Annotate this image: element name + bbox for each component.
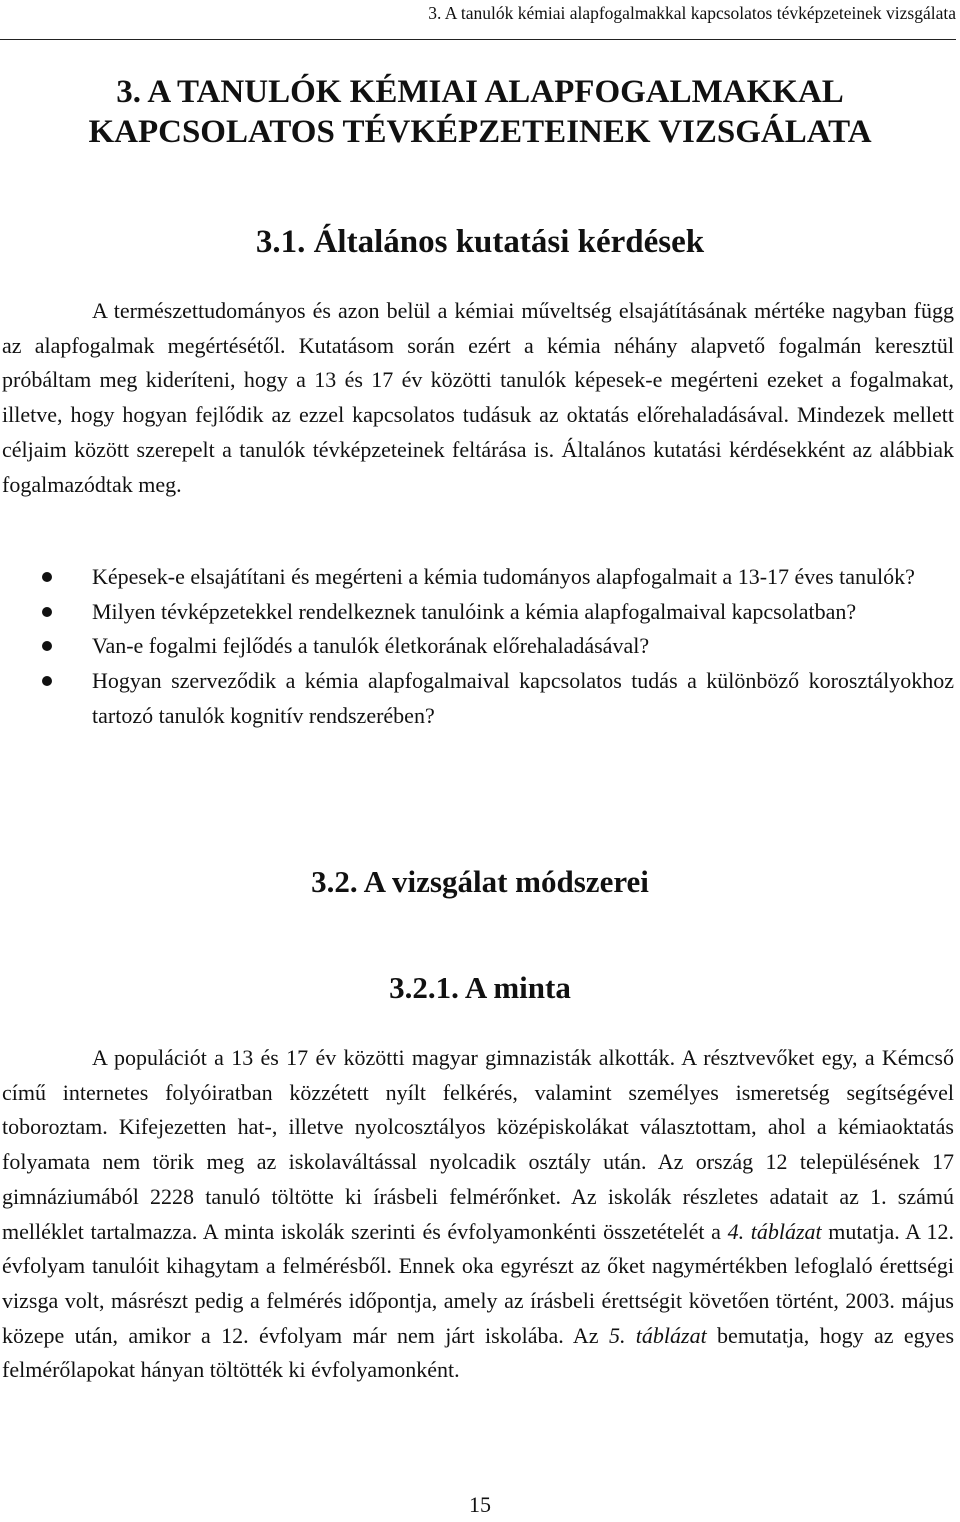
research-question-item	[2, 629, 954, 664]
research-question-text: Milyen tévképzetekkel rendelkeznek tanulóink a kémia alapfogalmaival kapcsolatban?	[92, 598, 857, 624]
bullet-icon	[42, 572, 52, 582]
research-question-text: Képesek-e elsajátítani és megérteni a kémia tudományos alapfogalmait a 13-17 éves tanulók?	[92, 564, 915, 589]
chapter-title	[0, 72, 960, 152]
sample-text-part-2: mutatja. A 12. évfolyam tanulóit kihagytam a felmérésből. Ennek oka egyrészt az őket nagymértékben lefoglaló érettségi vizsga volt, másrészt pedig a felmérés időpontja, amely az írásbeli érettségit követően történt, 2003. május közepe után, amikor a 12. évfolyam már nem járt iskolába. Az	[2, 1218, 954, 1348]
section-title-sample: 3.2.1. A minta	[389, 970, 571, 1005]
chapter-title-line-2: KAPCSOLATOS TÉVKÉPZETEINEK VIZSGÁLATA	[88, 114, 872, 150]
intro-paragraph: A természettudományos és azon belül a kémiai műveltség elsajátításának mértéke nagyban függ az alapfogalmak megértésétől. Kutatásom során ezért a kémia néhány alapvető fogalmán keresztül próbáltam meg kideríteni, hogy a 13 és 17 év közötti tanulók képesek-e megérteni ezeket a fogalmakat, illetve, hogy hogyan fejlődik az ezzel kapcsolatos tudásuk az oktatás előrehaladásával. Mindezek mellett céljaim között szerepelt a tanulók tévképzeteinek feltárása is. Általános kutatási kérdésekként az alábbiak fogalmazódtak meg.	[2, 298, 954, 497]
sample-text-part-1: A populációt a 13 és 17 év közötti magyar gimnazisták alkották. A résztvevőket egy, a Kémcső című internetes folyóiratban közzétett nyílt felkérés, valamint személyes ismeretség segítségével toboroztam. Kifejezetten hat-, illetve nyolcosztályos középiskolákat választottam, ahol a kémiaoktatás folyamata nem törik meg az iskolaváltással nyolcadik osztály után. Az ország 12 településének 17 gimnáziumából 2228 tanuló töltötte ki írásbeli felmérőnket. Az iskolák részletes adatait az 1. számú melléklet tartalmazza. A minta iskolák szerinti és évfolyamonkénti összetételét a	[2, 1045, 954, 1244]
research-questions-list	[2, 560, 954, 734]
research-question-item	[2, 664, 954, 733]
bullet-icon	[42, 641, 52, 651]
research-question-item	[2, 560, 954, 595]
section-title-general-questions: 3.1. Általános kutatási kérdések	[255, 224, 705, 260]
chapter-title-line-1: 3. A TANULÓK KÉMIAI ALAPFOGALMAKKAL	[116, 74, 844, 110]
page-number: 15	[469, 1492, 491, 1517]
header-rule	[0, 39, 956, 40]
bullet-icon	[42, 676, 52, 686]
section-title-methods: 3.2. A vizsgálat módszerei	[311, 864, 649, 899]
research-question-text: Van-e fogalmi fejlődés a tanulók életkorának előrehaladásával?	[92, 633, 650, 659]
research-question-item	[2, 595, 954, 630]
research-question-text: Hogyan szerveződik a kémia alapfogalmaival kapcsolatos tudás a különböző korosztályokhoz tartozó tanulók kognitív rendszerében?	[92, 668, 954, 728]
table-reference-5: 5. táblázat	[608, 1322, 707, 1348]
sample-paragraph	[2, 1041, 954, 1388]
sample-text-part-3: bemutatja, hogy az egyes felmérőlapokat hányan töltötték ki évfolyamonként.	[2, 1322, 954, 1383]
table-reference-4: 4. táblázat	[727, 1218, 822, 1244]
bullet-icon	[42, 607, 52, 617]
running-header: 3. A tanulók kémiai alapfogalmakkal kapcsolatos tévképzeteinek vizsgálata	[428, 3, 956, 23]
